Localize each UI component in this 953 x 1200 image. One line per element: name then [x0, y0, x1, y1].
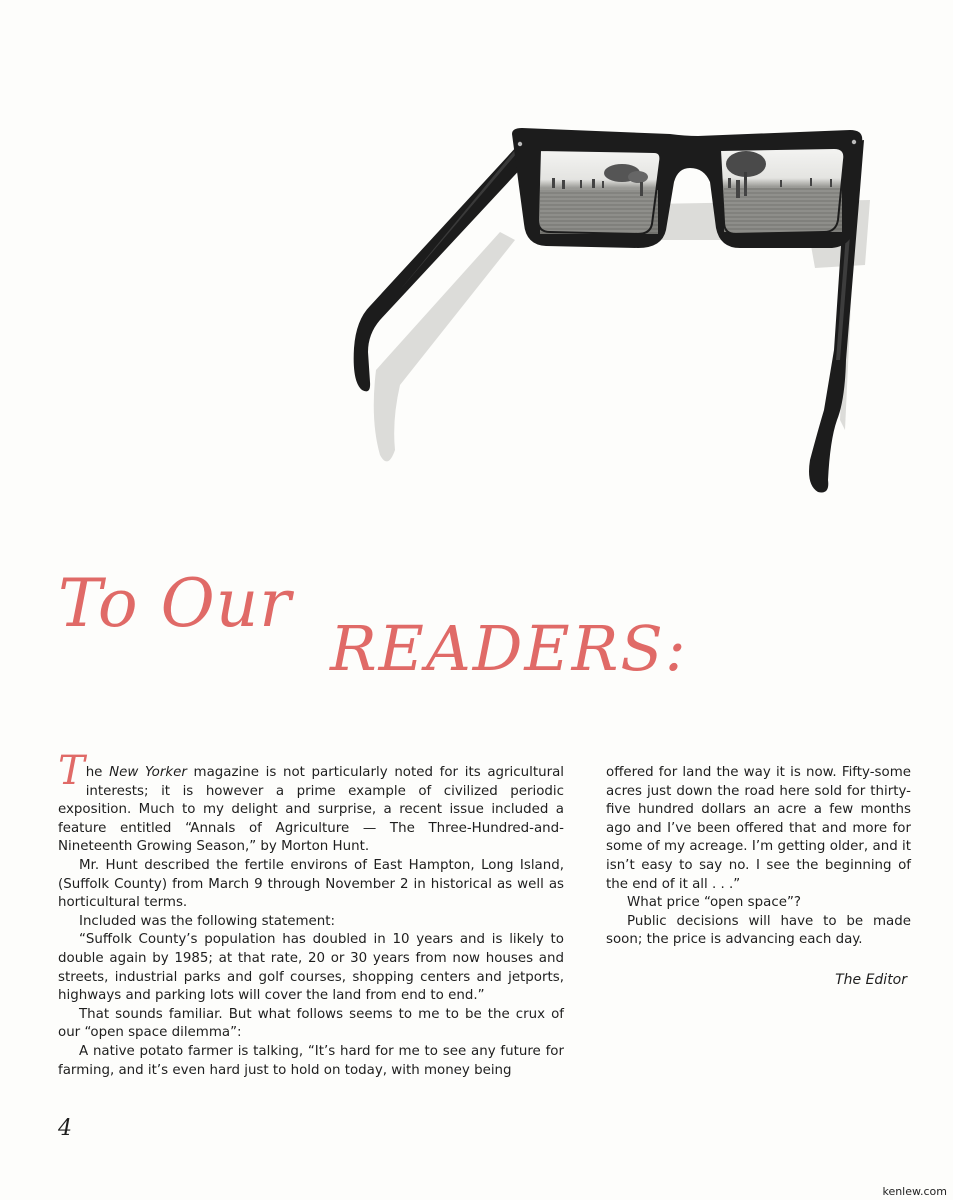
- watermark: kenlew.com: [882, 1185, 947, 1198]
- page-number: 4: [58, 1116, 72, 1141]
- drop-cap: T: [58, 748, 85, 794]
- heading-readers: READERS:: [330, 612, 688, 685]
- paragraph-what-price: What price “open space”?: [627, 895, 801, 911]
- sunglasses-illustration: [340, 120, 880, 510]
- paragraph-intro: The New Yorker magazine is not particularly noted for its agricultural interests; it is however a prime example of civilized periodic exposition. Much to my delight and surprise, a recent issue included a feature entitled “Annals of Agriculture — The Three-Hundred-and-Nineteenth Growing Season,” by Morton Hunt.: [58, 748, 564, 855]
- heading-to-our: To Our: [58, 565, 292, 642]
- paragraph-included: Included was the following statement:: [79, 913, 336, 929]
- paragraph-familiar: That sounds familiar. But what follows seems to me to be the crux of our “open space dilemma”:: [58, 1006, 564, 1041]
- publication-name: New Yorker: [109, 765, 187, 780]
- sunglasses-icon: [340, 120, 880, 510]
- paragraph-farmer-continued: offered for land the way it is now. Fifty-some acres just down the road here sold for thirty-five hundred dollars an acre a few months ago and I’ve been offered that and more for some of my acreage. I’m getting older, and it isn’t easy to say no. I see the beginning of the end of it all . . .”: [606, 765, 911, 892]
- paragraph-quote: “Suffolk County’s population has doubled in 10 years and is likely to double again by 1985; at that rate, 20 or 30 years from now houses and streets, industrial parks and golf courses, shopping centers and jetports, highways and parking lots will cover the land from end to end.”: [58, 932, 564, 1004]
- article-column-right: [606, 764, 911, 950]
- paragraph-hunt: Mr. Hunt described the fertile environs of East Hampton, Long Island, (Suffolk County) from March 9 through November 2 in historical as well as horticultural terms.: [58, 857, 564, 911]
- paragraph-public-decisions: Public decisions will have to be made soon; the price is advancing each day.: [606, 913, 911, 948]
- paragraph-farmer: A native potato farmer is talking, “It’s hard for me to see any future for farming, and it’s even hard just to hold on today, with money being: [58, 1043, 564, 1078]
- article-column-left: [58, 748, 564, 1080]
- editor-signature: The Editor: [835, 972, 907, 988]
